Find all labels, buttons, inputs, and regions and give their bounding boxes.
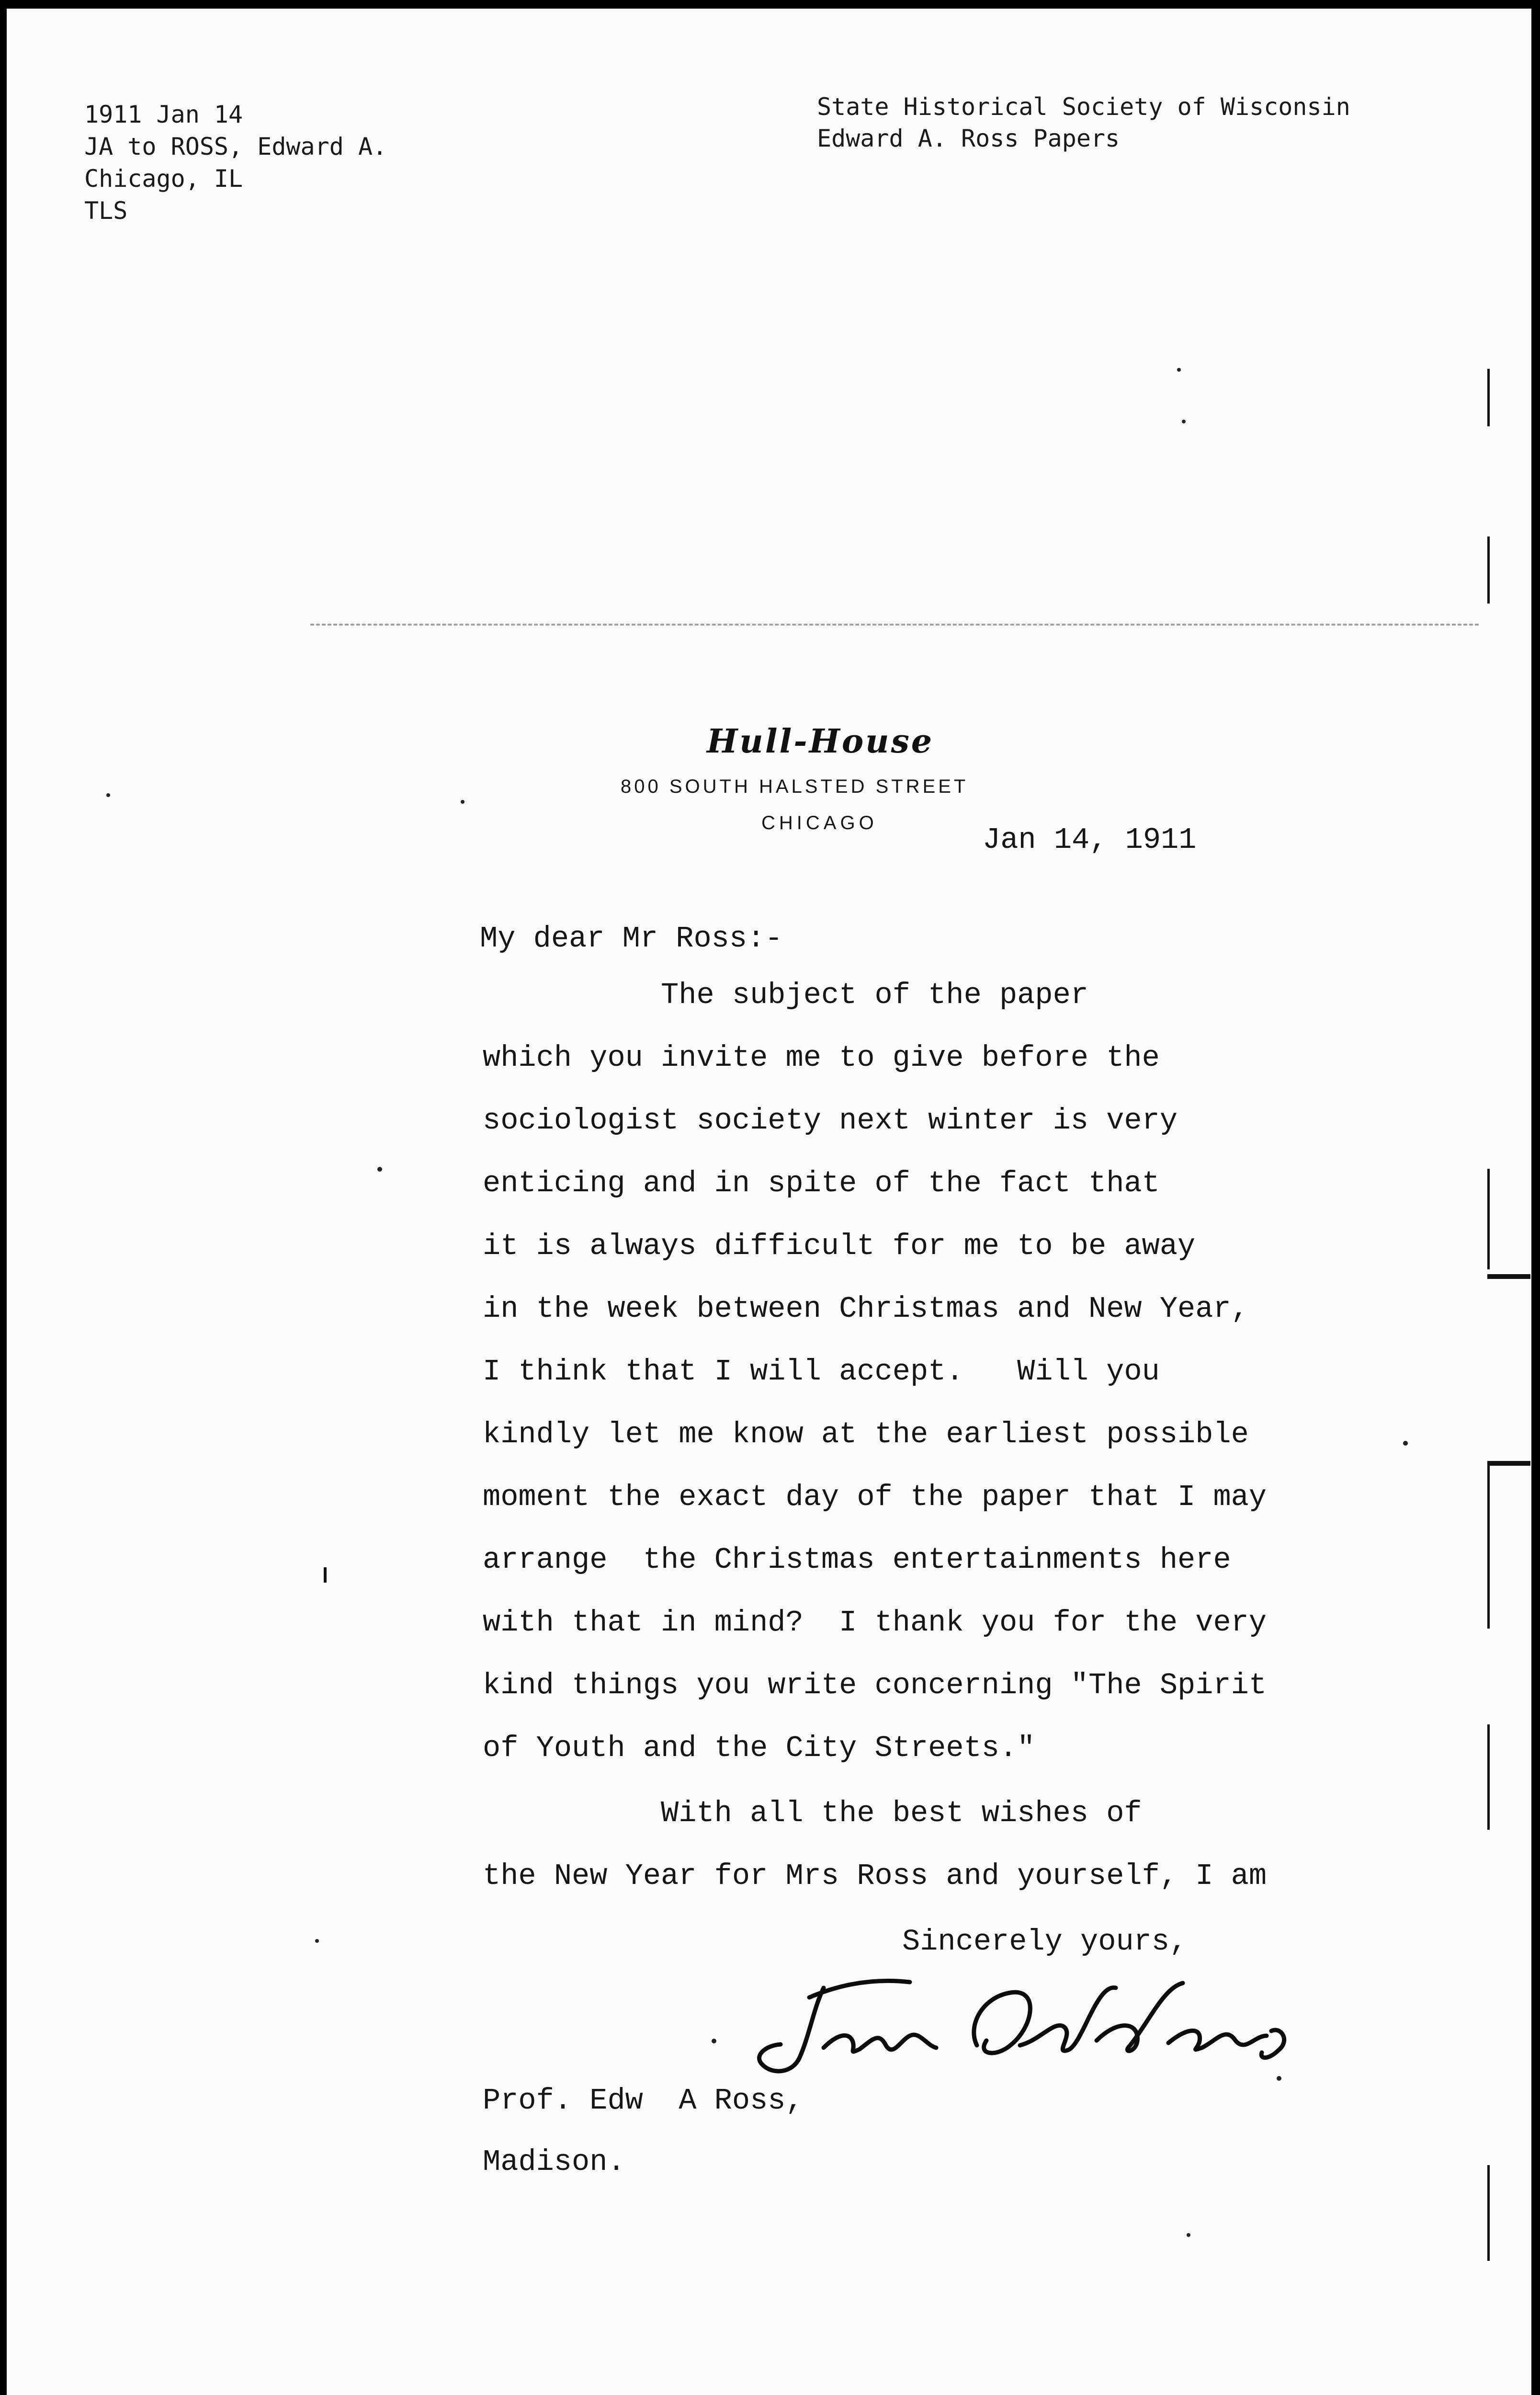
scan-speck (1182, 420, 1186, 423)
letterhead-title: Hull-House (707, 722, 934, 761)
body-line: I think that I will accept. Will you (483, 1355, 1160, 1389)
body-line: kindly let me know at the earliest possible (483, 1417, 1249, 1451)
letter-salutation: My dear Mr Ross:- (480, 922, 783, 956)
body-line: arrange the Christmas entertainments here (483, 1543, 1231, 1577)
scan-speck (1187, 2233, 1190, 2237)
scan-speck (712, 2039, 716, 2043)
letter-date: Jan 14, 1911 (983, 823, 1197, 857)
body-line: in the week between Christmas and New Year, (483, 1292, 1249, 1326)
scan-mark (1487, 536, 1490, 604)
scan-speck (461, 800, 464, 804)
scan-speck (1177, 368, 1181, 372)
scan-speck (1403, 1441, 1408, 1446)
body-line: sociologist society next winter is very (483, 1104, 1178, 1138)
scan-mark (1487, 1724, 1490, 1830)
scan-speck (1277, 2076, 1281, 2081)
scan-speck (106, 793, 110, 797)
letter-signoff: Sincerely yours, (902, 1925, 1188, 1959)
citation-date: 1911 Jan 14 (84, 101, 243, 128)
body-line: it is always difficult for me to be away (483, 1229, 1196, 1263)
citation-type: TLS (84, 197, 128, 225)
scan-border-right (1531, 0, 1540, 2395)
body-line: which you invite me to give before the (483, 1041, 1160, 1075)
citation-place: Chicago, IL (84, 165, 243, 193)
body-line: kind things you write concerning "The Spirit (483, 1668, 1267, 1702)
scan-mark (1487, 1274, 1530, 1279)
source-repository: State Historical Society of Wisconsin (817, 93, 1350, 121)
body-line: The subject of the paper (483, 978, 1089, 1012)
archive-source (817, 91, 1350, 154)
archive-citation (84, 99, 387, 227)
scan-mark (324, 1567, 327, 1583)
source-collection: Edward A. Ross Papers (817, 125, 1120, 152)
body-line: moment the exact day of the paper that I may (483, 1480, 1267, 1514)
body-line: enticing and in spite of the fact that (483, 1166, 1160, 1200)
scan-border-left (0, 0, 7, 2395)
scan-border-top (0, 0, 1540, 9)
scan-mark (1487, 2165, 1490, 2261)
closing-line: With all the best wishes of (483, 1796, 1142, 1830)
page-fold-line (310, 624, 1479, 626)
letterhead-street: 800 SOUTH HALSTED STREET (621, 776, 969, 797)
scan-mark (1487, 369, 1490, 426)
citation-correspondents: JA to ROSS, Edward A. (84, 133, 387, 160)
scan-speck (315, 1939, 319, 1943)
scan-mark (1487, 1461, 1530, 1466)
addressee-name: Prof. Edw A Ross, (483, 2084, 804, 2118)
scan-mark (1487, 1466, 1490, 1629)
body-line: with that in mind? I thank you for the very (483, 1606, 1267, 1640)
body-line: of Youth and the City Streets." (483, 1731, 1035, 1765)
closing-line: the New Year for Mrs Ross and yourself, I am (483, 1859, 1267, 1893)
scan-mark (1487, 1169, 1490, 1269)
handwritten-signature (752, 1969, 1317, 2084)
letterhead-city: CHICAGO (761, 812, 878, 833)
scan-speck (377, 1167, 382, 1172)
addressee-city: Madison. (483, 2145, 625, 2179)
